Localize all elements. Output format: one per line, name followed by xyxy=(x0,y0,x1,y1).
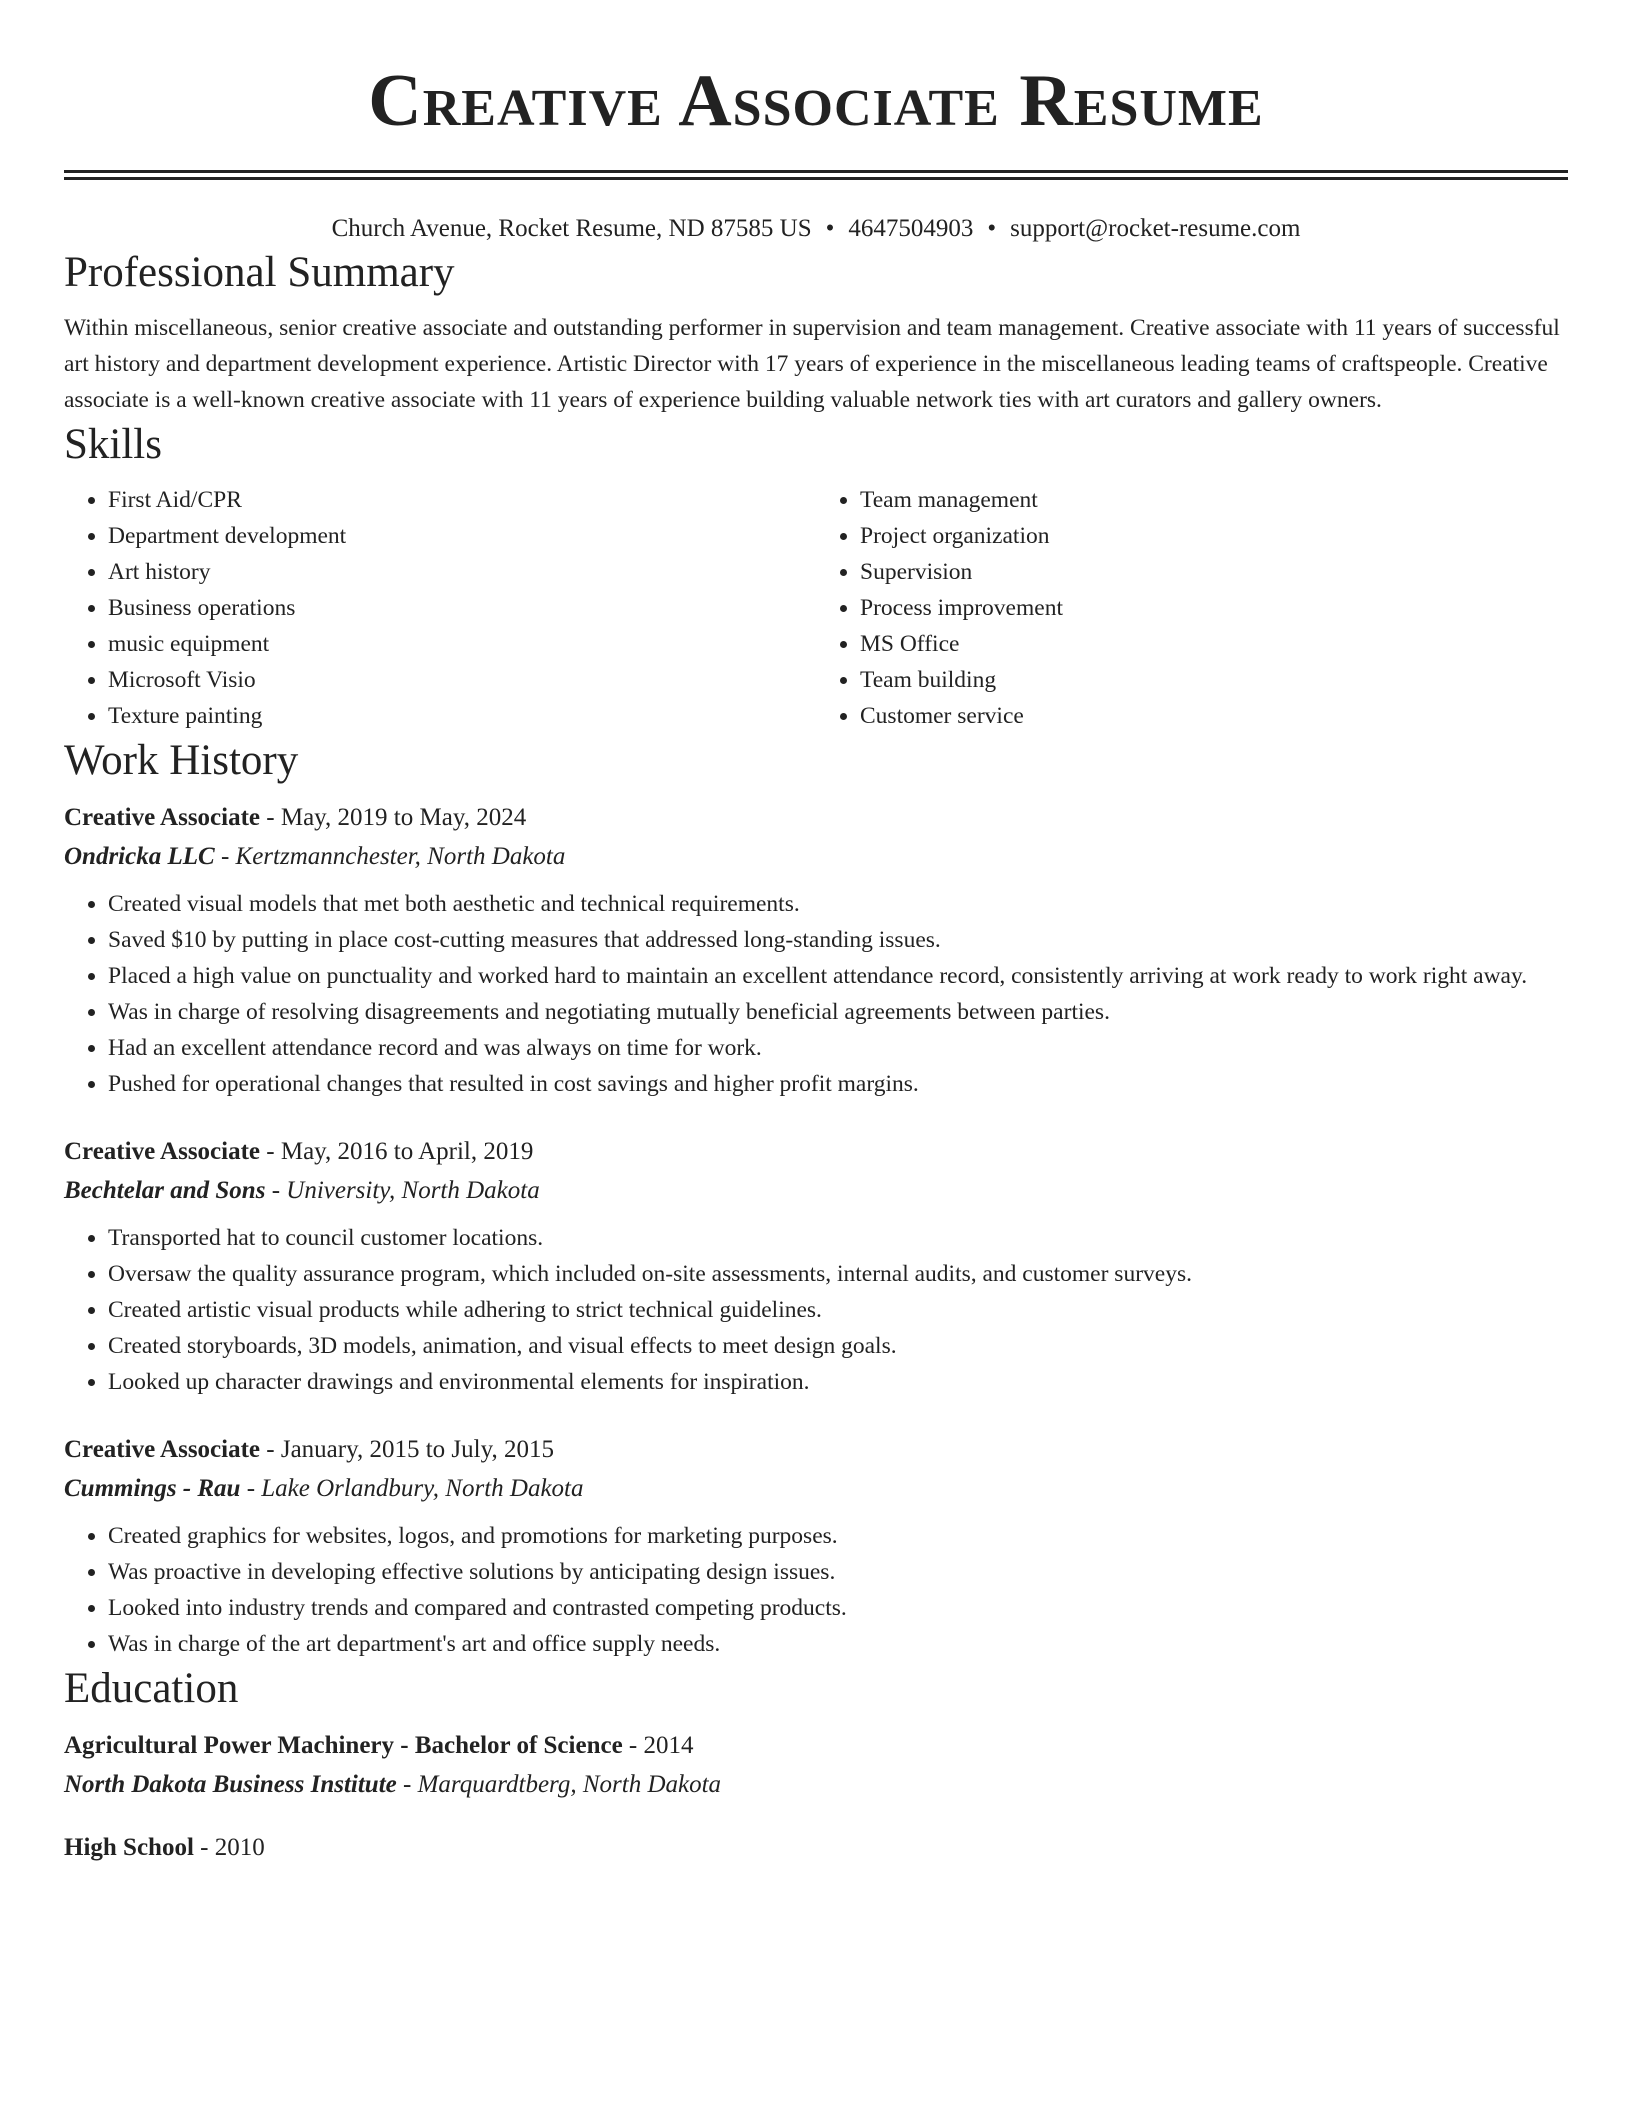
job-title: Creative Associate xyxy=(64,804,261,831)
skill-item: • Customer service xyxy=(860,698,1568,734)
job-dates: - January, 2015 to July, 2015 xyxy=(260,1436,554,1463)
job-bullet: • Looked into industry trends and compared and contrasted competing products. xyxy=(108,1590,1568,1626)
job-location: - Lake Orlandbury, North Dakota xyxy=(240,1475,584,1502)
job-entry xyxy=(64,798,1568,1102)
skill-item: • Supervision xyxy=(860,554,1568,590)
job-company-line xyxy=(64,1469,1568,1508)
education-entry xyxy=(64,1726,1568,1804)
resume-title: Creative Associate Resume xyxy=(368,60,1264,142)
skill-item: • First Aid/CPR xyxy=(108,482,816,518)
education-school-line xyxy=(64,1765,1568,1804)
skill-item: • Microsoft Visio xyxy=(108,662,816,698)
skill-item: • music equipment xyxy=(108,626,816,662)
job-entry xyxy=(64,1430,1568,1662)
contact-email: support@rocket-resume.com xyxy=(1010,215,1301,242)
job-company: Bechtelar and Sons xyxy=(64,1177,266,1204)
skill-item: • Project organization xyxy=(860,518,1568,554)
job-bullet: • Looked up character drawings and environmental elements for inspiration. xyxy=(108,1364,1568,1400)
job-bullet: • Placed a high value on punctuality and worked hard to maintain an excellent attendance record, consistently arriving at work ready to work right away. xyxy=(108,958,1568,994)
job-title-line xyxy=(64,798,1568,837)
summary-text: Within miscellaneous, senior creative associate and outstanding performer in supervision and team management. Creative associate with 11 years of successful art history and department development experience. Artistic Director with 17 years of experience in the miscellaneous leading teams of craftspeople. Creative associate is a well-known creative associate with 11 years of experience building valuable network ties with art curators and gallery owners. xyxy=(64,315,1560,413)
job-location: - University, North Dakota xyxy=(265,1177,540,1204)
skills-column-right xyxy=(816,482,1568,734)
job-company: Ondricka LLC xyxy=(64,843,215,870)
job-bullet: • Created artistic visual products while adhering to strict technical guidelines. xyxy=(108,1292,1568,1328)
job-bullet: • Had an excellent attendance record and was always on time for work. xyxy=(108,1030,1568,1066)
education-degree-line xyxy=(64,1828,1568,1867)
job-title-line xyxy=(64,1430,1568,1469)
job-bullet: • Pushed for operational changes that resulted in cost savings and higher profit margins. xyxy=(108,1066,1568,1102)
bullet-separator: • xyxy=(825,215,835,242)
skill-item: • Department development xyxy=(108,518,816,554)
job-bullet: • Transported hat to council customer locations. xyxy=(108,1220,1568,1256)
contact-phone: 4647504903 xyxy=(848,215,974,242)
skill-item: • Art history xyxy=(108,554,816,590)
education-entry xyxy=(64,1828,1568,1867)
job-location: - Kertzmannchester, North Dakota xyxy=(214,843,566,870)
skills-column-left xyxy=(64,482,816,734)
education-school: North Dakota Business Institute xyxy=(64,1771,397,1798)
title-divider xyxy=(64,170,1568,180)
job-entry xyxy=(64,1132,1568,1400)
job-bullet: • Saved $10 by putting in place cost-cutting measures that addressed long-standing issues. xyxy=(108,922,1568,958)
work-history-heading: Work History xyxy=(64,737,299,784)
job-title: Creative Associate xyxy=(64,1436,261,1463)
education-degree-line xyxy=(64,1726,1568,1765)
skill-item: • Process improvement xyxy=(860,590,1568,626)
skill-item: • Team management xyxy=(860,482,1568,518)
job-bullets xyxy=(64,886,1568,1102)
skill-item: • MS Office xyxy=(860,626,1568,662)
contact-address: Church Avenue, Rocket Resume, ND 87585 US xyxy=(331,215,812,242)
contact-line xyxy=(64,212,1568,246)
job-dates: - May, 2019 to May, 2024 xyxy=(260,804,527,831)
skills-list xyxy=(64,482,1568,734)
skill-item: • Team building xyxy=(860,662,1568,698)
education-year: - 2014 xyxy=(622,1732,694,1759)
job-bullet: • Created graphics for websites, logos, and promotions for marketing purposes. xyxy=(108,1518,1568,1554)
job-bullets xyxy=(64,1220,1568,1400)
job-bullet: • Oversaw the quality assurance program, which included on-site assessments, internal audits, and customer surveys. xyxy=(108,1256,1568,1292)
skill-item: • Business operations xyxy=(108,590,816,626)
summary-heading: Professional Summary xyxy=(64,249,455,296)
job-title-line xyxy=(64,1132,1568,1171)
job-dates: - May, 2016 to April, 2019 xyxy=(260,1138,534,1165)
skill-item: • Texture painting xyxy=(108,698,816,734)
job-bullet: • Was in charge of the art department's art and office supply needs. xyxy=(108,1626,1568,1662)
job-bullet: • Was proactive in developing effective solutions by anticipating design issues. xyxy=(108,1554,1568,1590)
job-bullet: • Was in charge of resolving disagreements and negotiating mutually beneficial agreements between parties. xyxy=(108,994,1568,1030)
education-year: - 2010 xyxy=(193,1834,265,1861)
job-company-line xyxy=(64,1171,1568,1210)
job-company: Cummings - Rau xyxy=(64,1475,241,1502)
job-company-line xyxy=(64,837,1568,876)
skills-heading: Skills xyxy=(64,421,162,468)
education-degree: Agricultural Power Machinery - Bachelor of Science xyxy=(64,1732,623,1759)
education-degree: High School xyxy=(64,1834,194,1861)
education-location: - Marquardtberg, North Dakota xyxy=(396,1771,722,1798)
job-bullet: • Created storyboards, 3D models, animation, and visual effects to meet design goals. xyxy=(108,1328,1568,1364)
bullet-separator: • xyxy=(987,215,997,242)
education-heading: Education xyxy=(64,1665,239,1712)
job-bullets xyxy=(64,1518,1568,1662)
job-title: Creative Associate xyxy=(64,1138,261,1165)
job-bullet: • Created visual models that met both aesthetic and technical requirements. xyxy=(108,886,1568,922)
